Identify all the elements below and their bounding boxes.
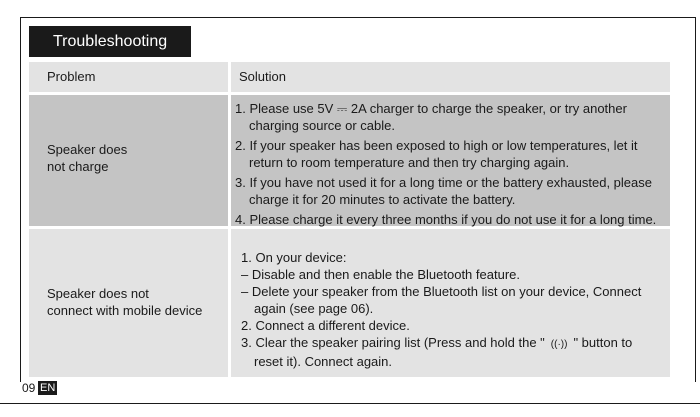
solution-item xyxy=(235,137,670,171)
language-badge: EN xyxy=(40,382,56,394)
solution-text: charging source or cable. xyxy=(249,118,395,133)
solution-text: again (see page 06). xyxy=(254,301,374,316)
solution-text: – Delete your speaker from the Bluetooth list on your device, Connect xyxy=(241,284,642,299)
solution-text: Please charge it every three months if you do not use it for a long time. xyxy=(249,212,657,227)
solution-text: 1. On your device: xyxy=(241,250,347,265)
solution-text: If your speaker has been exposed to high or low temperatures, let it xyxy=(249,138,638,153)
solution-item xyxy=(235,211,670,228)
problem-cell-not-charge xyxy=(29,95,228,226)
solution-text: charge it for 20 minutes to activate the battery. xyxy=(249,192,516,207)
solution-cell-not-connect xyxy=(231,229,670,377)
solution-text: 3. Clear the speaker pairing list (Press and hold the " xyxy=(241,335,545,350)
problem-cell-not-connect xyxy=(29,229,228,377)
solution-num: 3. xyxy=(235,175,246,190)
solution-num: 1. xyxy=(235,101,246,116)
problem-text: not charge xyxy=(47,159,109,174)
solution-num: 4. xyxy=(235,212,246,227)
solution-text: reset it). Connect again. xyxy=(254,354,393,369)
solution-text: – Disable and then enable the Bluetooth feature. xyxy=(241,267,520,282)
solution-num: 2. xyxy=(235,138,246,153)
left-border xyxy=(20,17,21,382)
problem-text: Speaker does xyxy=(47,142,128,157)
bottom-border xyxy=(0,403,700,404)
top-border xyxy=(20,17,696,18)
section-title: Troubleshooting xyxy=(29,26,191,57)
solution-text: Please use 5V ⎓ 2A charger to charge the speaker, or try another xyxy=(249,101,627,116)
right-border xyxy=(695,17,696,382)
header-solution: Solution xyxy=(231,62,670,92)
problem-text: connect with mobile device xyxy=(47,303,203,318)
solution-text: 2. Connect a different device. xyxy=(241,318,410,333)
problem-text: Speaker does not xyxy=(47,286,149,301)
solution-line-with-icon xyxy=(241,334,670,353)
solution-text: If you have not used it for a long time or the battery exhausted, please xyxy=(249,175,652,190)
bluetooth-pair-icon: ((·)) xyxy=(550,339,568,350)
solution-item xyxy=(235,174,670,208)
page-number: 09 xyxy=(22,381,36,395)
solution-text: " button to xyxy=(573,335,633,350)
solution-cell-not-charge xyxy=(231,95,670,226)
header-problem: Problem xyxy=(29,62,228,92)
solution-item xyxy=(235,100,670,134)
solution-text: return to room temperature and then try charging again. xyxy=(249,155,570,170)
